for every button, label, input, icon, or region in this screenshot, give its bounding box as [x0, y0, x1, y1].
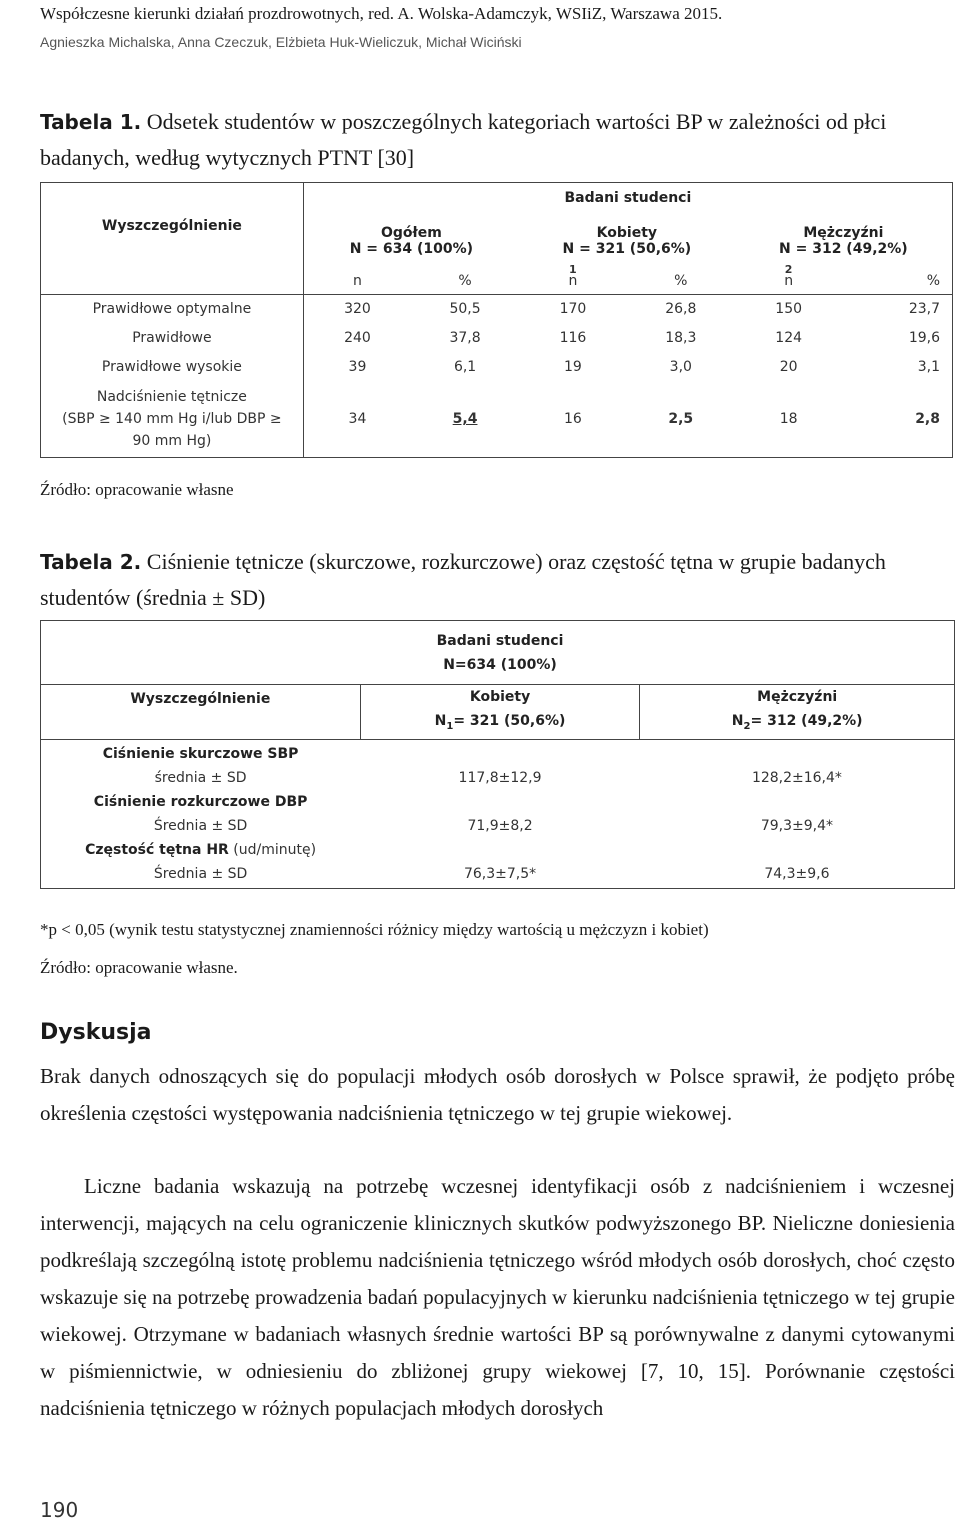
cell: 16 [564, 411, 582, 428]
table2-caption [40, 544, 940, 616]
table1-subheader-row [41, 269, 953, 295]
cell: 6,1 [453, 359, 477, 375]
cell: 320 [303, 295, 411, 324]
table1-group-header: Badani studenci [564, 189, 692, 206]
row-label: Prawidłowe wysokie [41, 353, 304, 382]
row-label: Prawidłowe [41, 324, 304, 353]
table-row [41, 790, 955, 838]
section-heading: Dyskusja [40, 1020, 152, 1045]
cell: 124 [775, 330, 803, 346]
cell: 128,2±16,4* [640, 739, 955, 790]
cell: 3,1 [843, 353, 953, 382]
row-label: Ciśnienie rozkurczowe DBP Średnia ± SD [41, 790, 361, 838]
sub-pct: % [458, 273, 472, 290]
cell: 50,5 [411, 295, 519, 324]
cell: 23,7 [843, 295, 953, 324]
cell: 170 [519, 295, 627, 324]
group-n: N = 634 (100%) [349, 240, 474, 257]
group-name: Ogółem [380, 224, 442, 241]
sub-n2: 2 n [784, 262, 794, 290]
table-row [41, 353, 953, 382]
table1-group-men [735, 213, 953, 269]
table1-label: Tabela 1. [40, 110, 142, 134]
sub-index: 1 [569, 262, 577, 276]
cell: 18 [779, 411, 798, 428]
table2 [40, 620, 955, 889]
table-row [41, 295, 953, 324]
sub-pct: % [843, 269, 953, 295]
table1-group-women [519, 213, 735, 269]
table1 [40, 182, 953, 458]
table-row [41, 739, 955, 790]
table1-source: Źródło: opracowanie własne [40, 480, 234, 499]
cell: 71,9±8,2 [467, 817, 533, 834]
group-name: Mężczyźni [803, 224, 884, 241]
cell: 2,8 [843, 382, 953, 458]
group-n: N = 312 (49,2%) [779, 240, 908, 257]
row-label: Nadciśnienie tętnicze (SBP ≥ 140 mm Hg i/lub DBP ≥ 90 mm Hg) [41, 382, 304, 458]
cell: 3,0 [669, 359, 692, 375]
cell: 76,3±7,5* [360, 838, 640, 889]
cell: 240 [303, 324, 411, 353]
table-row [41, 838, 955, 889]
table2-source: Źródło: opracowanie własne. [40, 958, 238, 977]
group-name: Kobiety [596, 224, 658, 241]
sub-pct: % [674, 273, 688, 290]
cell: 74,3±9,6 [640, 838, 955, 889]
running-header: Współczesne kierunki działań prozdrowotnych, red. A. Wolska-Adamczyk, WSIiZ, Warszawa 2015. [40, 4, 723, 23]
paragraph: Liczne badania wskazują na potrzebę wczesnej identyfikacji osób z nadciśnieniem i wczesnej interwencji, mających na celu ograniczenie klinicznych skutków podwyższonego BP. Nieliczne doniesienia podkreślają szczególną istotę problemu nadciśnienia tętniczego wśród młodych osób dorosłych, choć często wskazuje się na potrzebę prowadzenia badań populacyjnych w kierunku nadciśnienia tętniczego w tej grupie wiekowej. Otrzymane w badaniach własnych średnie wartości BP są porównywalne z danymi cytowanymi w piśmiennictwie, w odniesieniu do zbliżonej grupy wiekowej [7, 10, 15]. Porównanie częstości nadciśnienia tętniczego w różnych populacjach młodych dorosłych [40, 1174, 955, 1420]
cell: 2,5 [668, 411, 694, 428]
cell: 19,6 [843, 324, 953, 353]
table2-top-header: Badani studenci N=634 (100%) [360, 621, 640, 685]
table2-col-category: Wyszczególnienie [41, 685, 361, 740]
row-label: Prawidłowe optymalne [41, 295, 304, 324]
table2-col-women: Kobiety $N_1= 321$ (50,6%) [360, 685, 640, 740]
authors-line: Agnieszka Michalska, Anna Czeczuk, Elżbieta Huk-Wieliczuk, Michał Wiciński [40, 34, 522, 50]
page-number: 190 [40, 1498, 79, 1522]
table2-col-men: Mężczyźni $N_2= 312$ (49,2%) [640, 685, 955, 740]
cell: 37,8 [449, 330, 481, 346]
cell: 18,3 [665, 330, 697, 346]
table1-caption-text: Odsetek studentów w poszczególnych kategoriach wartości BP w zależności od płci badanych, według wytycznych PTNT [30] [40, 109, 887, 170]
sub-n1: 1 n [568, 262, 578, 290]
row-label: Częstość tętna HR (ud/minutę) Średnia ± SD [41, 838, 361, 889]
cell: 19 [564, 359, 582, 375]
paragraph: Brak danych odnoszących się do populacji młodych osób dorosłych w Polsce sprawił, że podjęto próbę określenia częstości występowania nadciśnienia tętniczego w tej grupie wiekowej. [40, 1064, 955, 1125]
cell: 79,3±9,4* [640, 790, 955, 838]
sub-index: 2 [784, 262, 793, 276]
cell: 150 [735, 295, 843, 324]
table-row [41, 382, 953, 458]
table1-col-category: Wyszczególnienie [41, 183, 304, 269]
table2-footnote: *p < 0,05 (wynik testu statystycznej znamienności różnicy między wartością u mężczyzn i kobiet) [40, 920, 709, 939]
table1-group-total [303, 213, 519, 269]
table2-label: Tabela 2. [40, 550, 142, 574]
cell: 117,8±12,9 [458, 769, 542, 786]
cell: 34 [303, 382, 411, 458]
table-row [41, 324, 953, 353]
row-label: Ciśnienie skurczowe SBP średnia ± SD [41, 739, 361, 790]
group-n: N = 321 (50,6%) [562, 240, 692, 257]
cell: 5,4 [452, 411, 478, 428]
cell: 39 [303, 353, 411, 382]
cell: 26,8 [627, 295, 735, 324]
sub-n: n [303, 269, 411, 295]
cell: 20 [779, 359, 798, 375]
table2-caption-text: Ciśnienie tętnicze (skurczowe, rozkurczowe) oraz częstość tętna w grupie badanych studentów (średnia ± SD) [40, 549, 886, 610]
table1-caption [40, 104, 940, 176]
cell: 116 [559, 330, 587, 346]
